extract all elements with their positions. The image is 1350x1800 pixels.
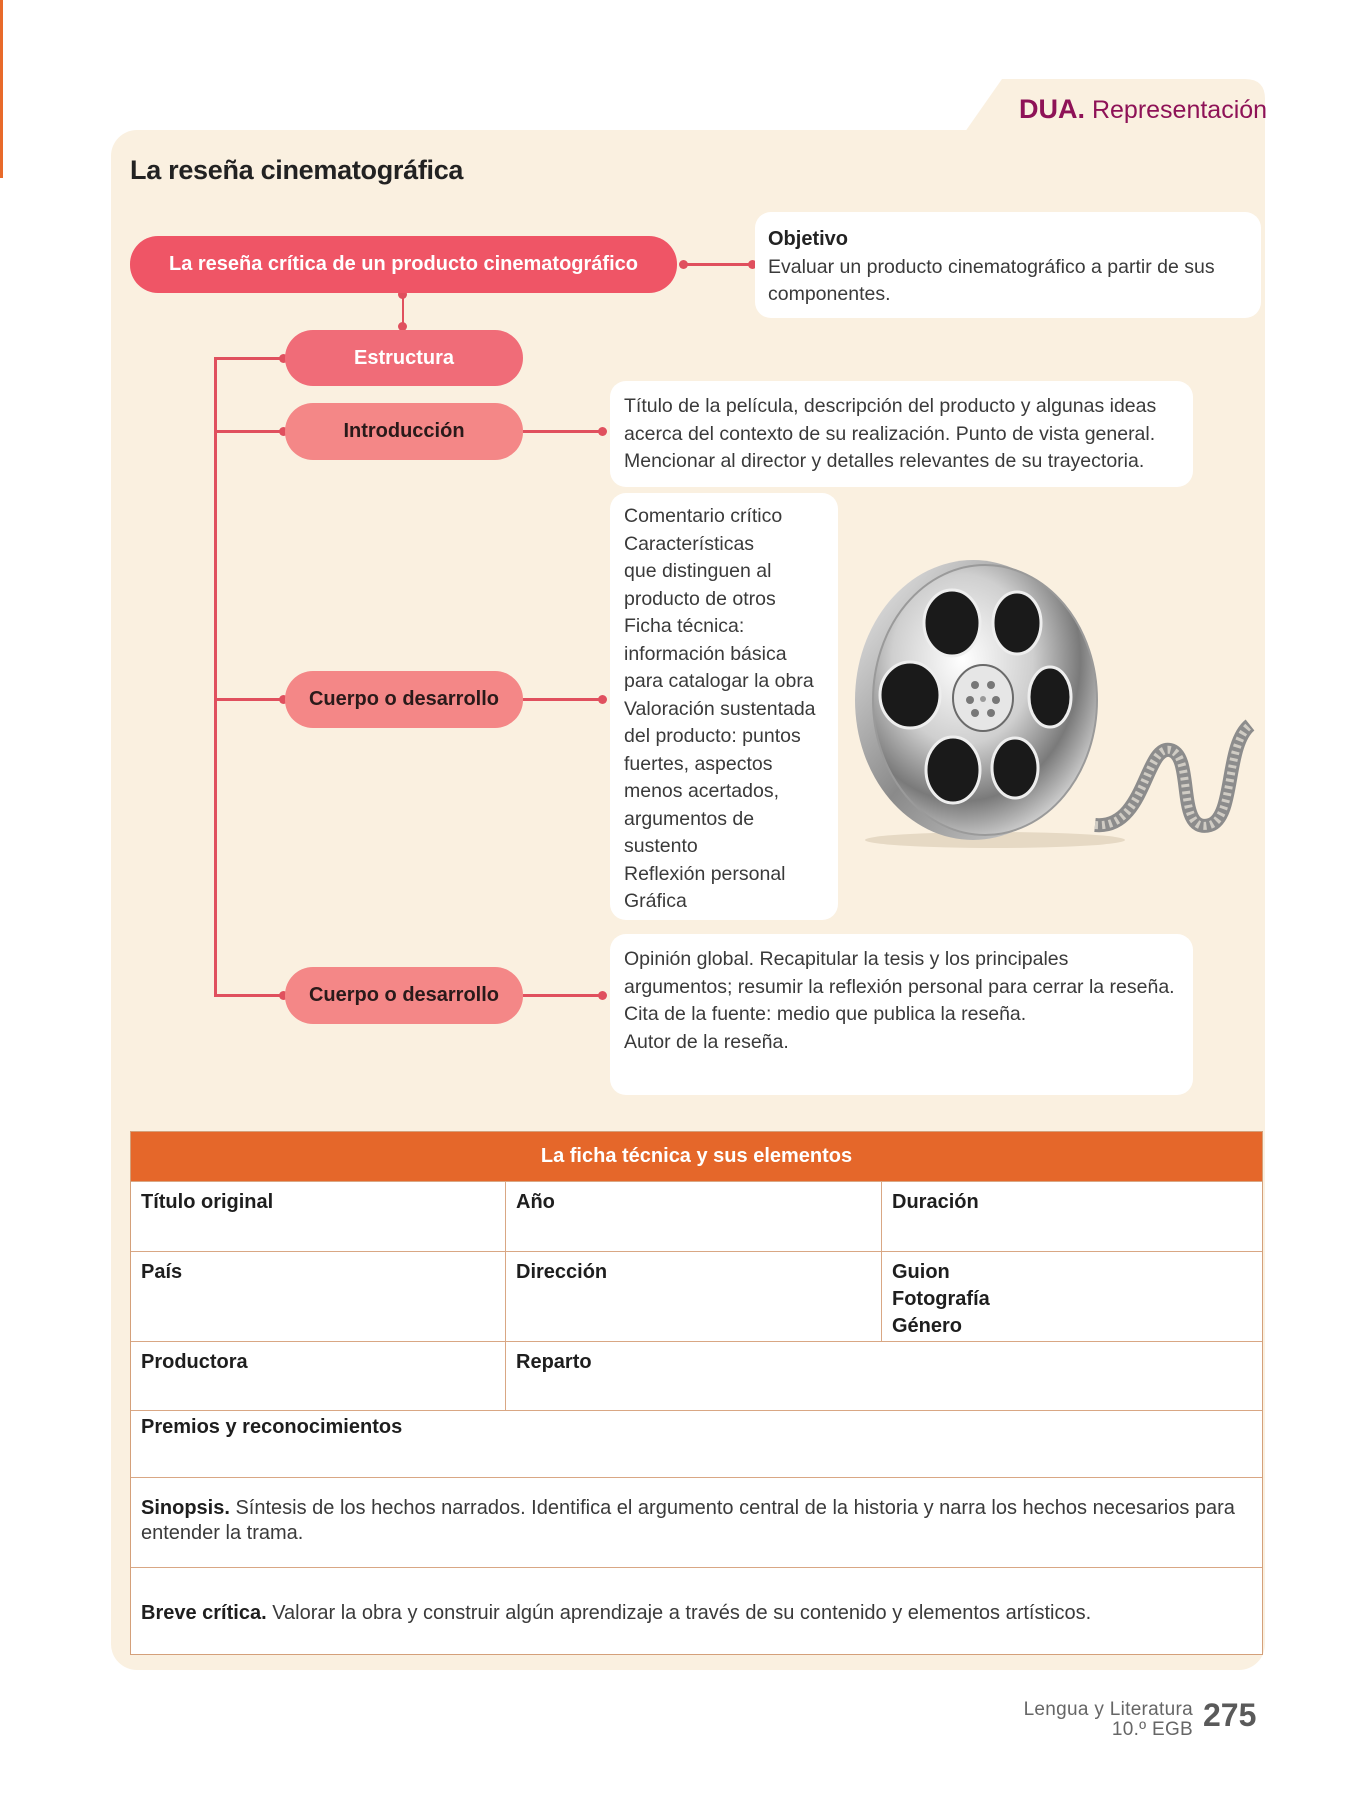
table-cell xyxy=(131,1568,1262,1654)
connector-line xyxy=(523,994,603,997)
dua-representation: Representación xyxy=(1091,96,1268,124)
objective-heading: Objetivo xyxy=(768,228,849,250)
dua-badge xyxy=(1019,94,1267,125)
bracket-tick xyxy=(214,357,284,360)
bracket-tick xyxy=(214,698,284,701)
sinopsis-text: Síntesis de los hechos narrados. Identifica el argumento central de la historia y narra los hechos necesarios para entender la trama. xyxy=(141,1497,1235,1544)
structure-node: Estructura xyxy=(285,330,523,386)
grade-level: 10.º EGB xyxy=(1111,1719,1193,1740)
connector-line xyxy=(683,263,753,266)
footer-subject xyxy=(1024,1700,1193,1740)
body-node: Cuerpo o desarrollo xyxy=(285,671,523,728)
connector-dot xyxy=(598,695,607,704)
table-cell xyxy=(881,1252,1262,1341)
table-row xyxy=(131,1410,1262,1477)
conclusion-line: Autor de la reseña. xyxy=(624,1030,789,1053)
technical-sheet-table xyxy=(130,1131,1263,1655)
cell-line: Guion xyxy=(892,1261,950,1283)
body-line: argumentos de xyxy=(624,807,755,830)
body-line: Ficha técnica: xyxy=(624,615,745,637)
connector-dot xyxy=(598,427,607,436)
table-cell: Título original xyxy=(141,1191,274,1213)
connector-line xyxy=(523,430,603,433)
section-title: La reseña cinematográfica xyxy=(130,155,464,185)
table-title: La ficha técnica y sus elementos xyxy=(131,1132,1262,1181)
film-reel-icon xyxy=(845,545,1265,855)
table-cell: País xyxy=(141,1261,183,1283)
table-row xyxy=(131,1567,1262,1654)
cell-line: Fotografía xyxy=(892,1288,990,1310)
conclusion-description xyxy=(610,934,1193,1095)
body-line: menos acertados, xyxy=(624,780,780,802)
root-node: La reseña crítica de un producto cinematográfico xyxy=(130,236,677,293)
table-row xyxy=(131,1181,1262,1251)
cell-line: Género xyxy=(892,1315,963,1337)
body-line: Valoración sustentada xyxy=(624,697,816,720)
body-line: Reflexión personal xyxy=(624,862,786,885)
table-cell: Dirección xyxy=(505,1252,881,1341)
table-cell: Reparto xyxy=(505,1342,1262,1410)
body-line: Características xyxy=(624,532,755,555)
conclusion-line: Cita de la fuente: medio que publica la reseña. xyxy=(624,1003,1027,1025)
body-line: Gráfica xyxy=(624,890,687,912)
body-line: información básica xyxy=(624,642,787,665)
table-row xyxy=(131,1251,1262,1341)
conclusion-line: Opinión global. Recapitular la tesis y los principales argumentos; resumir la reflexión personal para cerrar la reseña. xyxy=(624,948,1175,998)
dua-label: DUA. xyxy=(1019,94,1085,124)
table-cell xyxy=(131,1478,1262,1567)
critica-text: Valorar la obra y construir algún aprendizaje a través de su contenido y elementos artísticos. xyxy=(266,1602,1092,1624)
objective-box xyxy=(755,212,1261,318)
body-line: sustento xyxy=(624,835,698,857)
bracket-tick xyxy=(214,430,284,433)
critica-label: Breve crítica. xyxy=(141,1602,267,1624)
body-description xyxy=(610,493,838,920)
table-row xyxy=(131,1477,1262,1567)
introduction-node: Introducción xyxy=(285,403,523,460)
conclusion-node: Cuerpo o desarrollo xyxy=(285,967,523,1024)
connector-dot xyxy=(598,991,607,1000)
connector-line xyxy=(523,698,603,701)
table-cell: Duración xyxy=(881,1182,1262,1251)
page-number: 275 xyxy=(1203,1697,1257,1733)
sinopsis-label: Sinopsis. xyxy=(141,1497,230,1519)
table-cell: Premios y reconocimientos xyxy=(141,1416,403,1438)
body-line: del producto: puntos xyxy=(624,725,801,747)
objective-text: Evaluar un producto cinematográfico a partir de sus componentes. xyxy=(768,255,1215,305)
body-line: para catalogar la obra xyxy=(624,670,814,692)
table-cell: Año xyxy=(505,1182,881,1251)
body-line: producto de otros xyxy=(624,587,776,610)
body-line: que distinguen al xyxy=(624,560,772,582)
bracket-tick xyxy=(214,994,284,997)
bracket-line xyxy=(214,357,217,997)
table-cell: Productora xyxy=(141,1351,248,1373)
body-line: Comentario crítico xyxy=(624,505,783,527)
table-row xyxy=(131,1341,1262,1410)
page-edge-accent xyxy=(0,0,3,178)
subject-name: Lengua y Literatura xyxy=(1023,1699,1193,1720)
body-line: fuertes, aspectos xyxy=(624,752,773,775)
introduction-description: Título de la película, descripción del producto y algunas ideas acerca del contexto de su realización. Punto de vista general. Mencionar al director y detalles relevantes de su trayectoria. xyxy=(610,381,1193,487)
